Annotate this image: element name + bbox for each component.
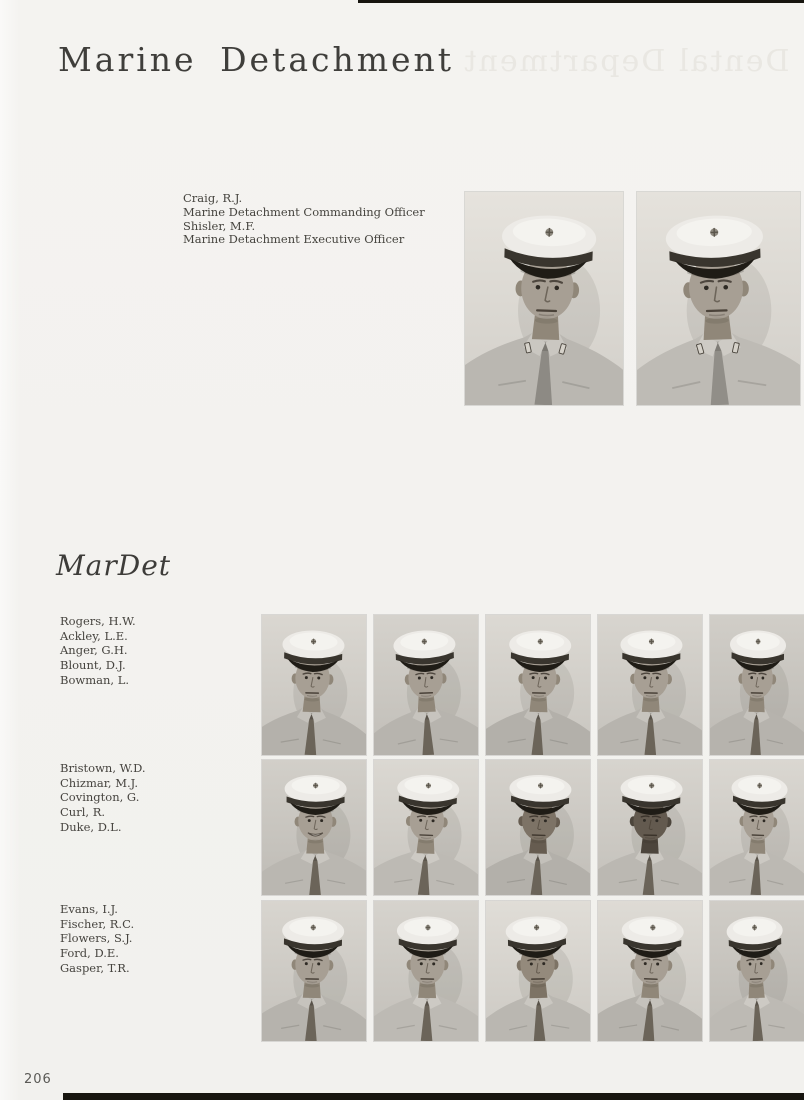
roster-name: Ford, D.E. [60, 946, 119, 961]
roster-name: Evans, I.J. [60, 902, 118, 916]
portrait-photo [710, 760, 804, 895]
roster-name-group [60, 614, 136, 688]
roster-name: Duke, D.L. [60, 819, 122, 834]
caption-line: Shisler, M.F. [183, 218, 256, 233]
mouth [537, 310, 556, 311]
roster-name: Rogers, H.W. [60, 614, 136, 628]
portrait-photo [374, 615, 478, 755]
roster-name: Fischer, R.C. [60, 916, 135, 931]
portrait-photo [598, 615, 702, 755]
mouth [420, 835, 432, 836]
top-edge-bar [358, 0, 804, 3]
officer-portrait-photo [465, 192, 623, 405]
roster-name: Chizmar, M.J. [60, 775, 139, 790]
portrait-photo [710, 901, 804, 1041]
roster-name: Ackley, L.E. [60, 628, 128, 643]
portrait-photo [262, 760, 366, 895]
caption-line: Marine Detachment Commanding Officer [183, 204, 425, 219]
marine-portrait-illustration [598, 615, 702, 755]
portrait-photo [710, 615, 804, 755]
section-heading: MarDet [56, 549, 172, 582]
eye [308, 819, 311, 822]
portrait-photo [598, 760, 702, 895]
roster-name-group [60, 761, 146, 835]
roster-name: Blount, D.J. [60, 658, 126, 673]
page-title: Marine Detachment [58, 40, 455, 79]
portrait-photo [374, 901, 478, 1041]
portrait-photo [486, 760, 590, 895]
marine-portrait-illustration [598, 760, 702, 895]
caption-line: Marine Detachment Executive Officer [183, 232, 405, 247]
marine-portrait-illustration [262, 615, 366, 755]
roster-name: Curl, R. [60, 805, 106, 820]
roster-name: Bowman, L. [60, 672, 129, 687]
portrait-photo [486, 901, 590, 1041]
roster-name: Gasper, T.R. [60, 960, 130, 975]
marine-portrait-illustration [710, 901, 804, 1041]
roster-name: Flowers, S.J. [60, 931, 133, 946]
marine-portrait-illustration [486, 615, 590, 755]
marine-portrait-illustration [262, 760, 366, 895]
marine-portrait-illustration [262, 901, 366, 1041]
marine-portrait-illustration [374, 615, 478, 755]
marine-portrait-illustration [710, 760, 804, 895]
officer-portrait-photo [637, 192, 800, 405]
roster-name-group [60, 902, 134, 976]
portrait-photo [374, 760, 478, 895]
marine-portrait-illustration [637, 192, 800, 405]
marine-portrait-illustration [465, 192, 623, 405]
marine-portrait-illustration [710, 615, 804, 755]
marine-portrait-illustration [598, 901, 702, 1041]
portrait-photo [598, 901, 702, 1041]
portrait-photo [486, 615, 590, 755]
eye [320, 819, 323, 822]
roster-name: Anger, G.H. [60, 643, 128, 658]
marine-portrait-illustration [486, 901, 590, 1041]
marine-portrait-illustration [374, 760, 478, 895]
bleed-through-text: Dental Department [462, 44, 790, 79]
roster-name: Covington, G. [60, 790, 140, 805]
page-number: 206 [24, 1072, 52, 1087]
marine-portrait-illustration [374, 901, 478, 1041]
marine-portrait-illustration [486, 760, 590, 895]
portrait-photo [262, 901, 366, 1041]
portrait-photo [262, 615, 366, 755]
officer-caption [183, 192, 425, 247]
bottom-edge-bar [63, 1093, 804, 1100]
caption-line: Craig, R.J. [183, 191, 243, 205]
mouth [707, 310, 726, 311]
roster-name: Bristown, W.D. [60, 761, 146, 775]
